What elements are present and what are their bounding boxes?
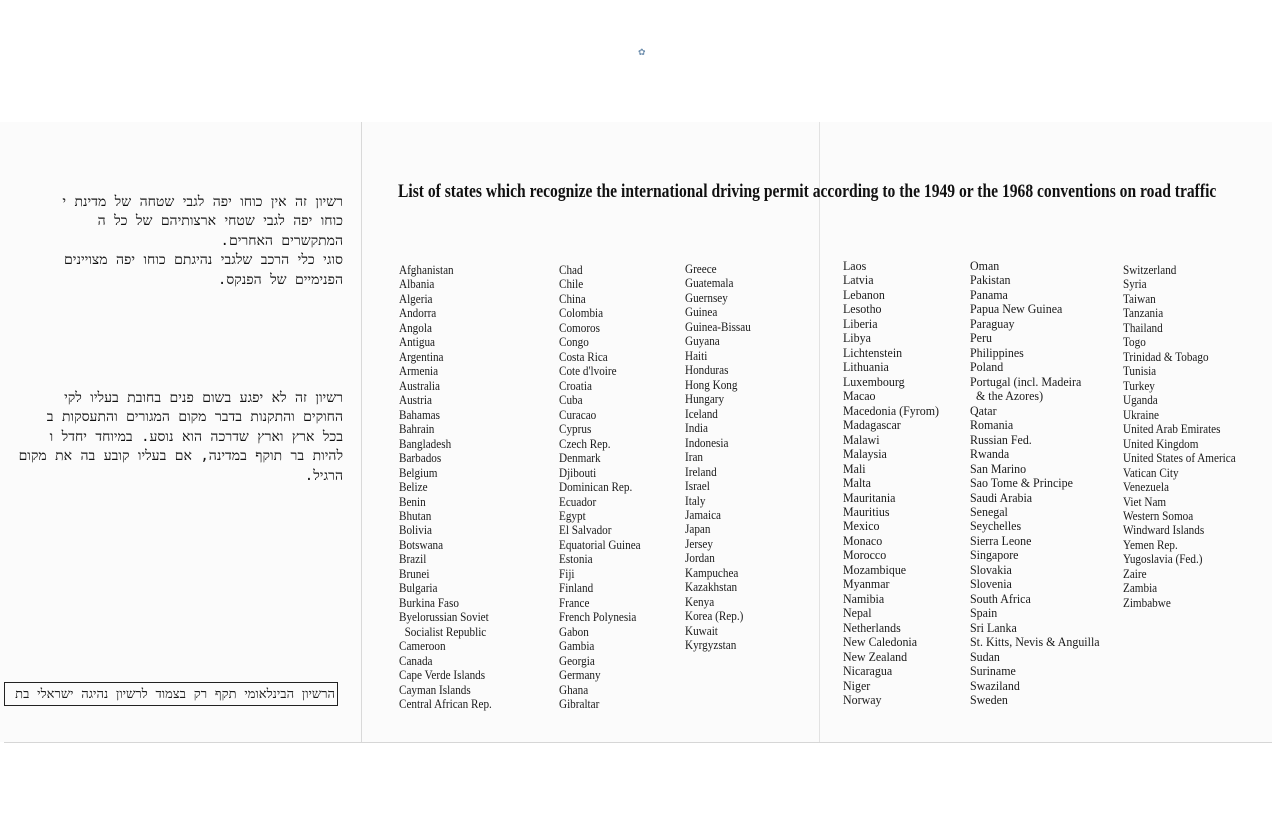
country-item: Equatorial Guinea bbox=[559, 536, 641, 552]
country-item: Saudi Arabia bbox=[970, 489, 1033, 505]
hebrew-line: רשיון זה לא יפגע בשום פנים בחובת בעליו לקי bbox=[64, 390, 343, 406]
country-item: Malawi bbox=[843, 431, 880, 447]
country-item: Taiwan bbox=[1123, 290, 1156, 306]
hebrew-line: המתקשרים האחרים. bbox=[220, 232, 343, 249]
hebrew-notice-box: הרשיון הבינלאומי תקף רק בצמוד לרשיון נהיגה ישראלי בת bbox=[4, 682, 338, 706]
country-item: Ukraine bbox=[1123, 406, 1160, 422]
country-item: United States of America bbox=[1123, 450, 1236, 466]
country-item: Liberia bbox=[843, 315, 878, 331]
hebrew-paragraph-obligations bbox=[0, 389, 343, 486]
country-item: Yemen Rep. bbox=[1123, 536, 1178, 552]
country-item: Panama bbox=[970, 286, 1008, 302]
country-item: Iran bbox=[685, 449, 704, 465]
country-item: Japan bbox=[685, 521, 711, 537]
country-item: Mozambique bbox=[843, 561, 907, 577]
scan-speck: ✿ bbox=[638, 47, 646, 57]
country-item: Slovenia bbox=[970, 576, 1012, 592]
country-item: Gibraltar bbox=[559, 696, 600, 712]
country-item: Ecuador bbox=[559, 493, 597, 509]
country-item: Zaire bbox=[1123, 565, 1147, 581]
country-column-4 bbox=[843, 259, 947, 708]
country-item: Syria bbox=[1123, 276, 1147, 292]
country-item: Swaziland bbox=[970, 677, 1020, 693]
hebrew-line: הפנימיים של הפנקס. bbox=[217, 271, 343, 288]
fold-line-right bbox=[819, 122, 820, 742]
country-item: Brazil bbox=[399, 551, 427, 567]
country-item: Mauritius bbox=[843, 503, 890, 519]
country-item: China bbox=[559, 290, 586, 306]
country-item: Windward Islands bbox=[1123, 522, 1205, 538]
country-item: Belize bbox=[399, 479, 428, 495]
country-item: Benin bbox=[399, 493, 426, 509]
country-item: Mauritania bbox=[843, 489, 896, 505]
country-item: El Salvador bbox=[559, 522, 612, 538]
country-item: Turkey bbox=[1123, 377, 1155, 393]
country-item: Zambia bbox=[1123, 580, 1158, 596]
country-item: Luxembourg bbox=[843, 373, 905, 389]
hebrew-line: רשיון זה אין כוחו יפה לגבי שטחה של מדינת י bbox=[62, 194, 343, 210]
country-item: Bahamas bbox=[399, 406, 440, 422]
country-item: Mexico bbox=[843, 518, 880, 534]
page-title: List of states which recognize the international driving permit according to the 1949 or the 1968 conventions on road traffic bbox=[398, 181, 1217, 202]
country-item: Latvia bbox=[843, 272, 874, 288]
country-item: Malta bbox=[843, 475, 871, 491]
country-item: Sri Lanka bbox=[970, 619, 1017, 635]
hebrew-line: להיות בר תוקף במדינה, אם בעליו קובע בה את מקום bbox=[18, 448, 343, 465]
country-item: Lebanon bbox=[843, 286, 885, 302]
country-item: Thailand bbox=[1123, 319, 1163, 335]
country-item: Poland bbox=[970, 359, 1004, 375]
country-item: Papua New Guinea bbox=[970, 301, 1063, 317]
country-item: Lichtenstein bbox=[843, 344, 903, 360]
country-item: Haiti bbox=[685, 347, 708, 363]
country-item: Greece bbox=[685, 261, 717, 276]
country-item: Morocco bbox=[843, 547, 887, 563]
country-item: Curacao bbox=[559, 406, 597, 422]
country-item: Kyrgyzstan bbox=[685, 637, 737, 653]
country-item: Antigua bbox=[399, 334, 436, 350]
country-item: Central African Rep. bbox=[399, 696, 492, 712]
country-column-3 bbox=[685, 262, 762, 653]
country-item: Chile bbox=[559, 276, 584, 292]
country-item: Madagascar bbox=[843, 417, 901, 433]
country-item: Sierra Leone bbox=[970, 532, 1032, 548]
country-item: New Zealand bbox=[843, 648, 908, 664]
country-item: United Arab Emirates bbox=[1123, 421, 1221, 437]
country-item: Byelorussian Soviet bbox=[399, 609, 489, 625]
country-item: Kuwait bbox=[685, 622, 718, 638]
country-item: Kazakhstan bbox=[685, 579, 738, 595]
country-item: Burkina Faso bbox=[399, 594, 459, 610]
country-item: Argentina bbox=[399, 348, 444, 364]
country-item: Paraguay bbox=[970, 315, 1015, 331]
country-item: Cote d'lvoire bbox=[559, 363, 617, 379]
country-item: Peru bbox=[970, 330, 992, 346]
country-item: Cameroon bbox=[399, 638, 446, 654]
hebrew-line: כוחו יפה לגבי שטחי ארצותיהם של כל ה bbox=[97, 213, 343, 230]
country-item: South Africa bbox=[970, 590, 1031, 606]
hebrew-line: סוגי כלי הרכב שלגבי נהיגתם כוחו יפה מצויינים bbox=[64, 252, 343, 269]
country-item: Lithuania bbox=[843, 359, 889, 375]
country-item: Congo bbox=[559, 334, 589, 350]
country-item: Cape Verde Islands bbox=[399, 667, 486, 683]
country-item: Bolivia bbox=[399, 522, 432, 538]
country-item: Laos bbox=[843, 258, 867, 273]
country-item: Comoros bbox=[559, 319, 600, 335]
country-item: Denmark bbox=[559, 450, 601, 466]
country-item: Romania bbox=[970, 417, 1014, 433]
country-item: Bulgaria bbox=[399, 580, 438, 596]
hebrew-paragraph-validity bbox=[0, 193, 343, 290]
country-item: Sao Tome & Principe bbox=[970, 475, 1073, 491]
country-item: Germany bbox=[559, 667, 601, 683]
country-item: Cyprus bbox=[559, 421, 592, 437]
country-item: Singapore bbox=[970, 547, 1019, 563]
country-item: Armenia bbox=[399, 363, 439, 379]
country-item: Botswana bbox=[399, 536, 444, 552]
country-item: Netherlands bbox=[843, 619, 901, 635]
country-item: Colombia bbox=[559, 305, 604, 321]
country-item: Gambia bbox=[559, 638, 595, 654]
country-item: Tunisia bbox=[1123, 363, 1157, 379]
country-item: Namibia bbox=[843, 590, 885, 606]
country-item: Senegal bbox=[970, 503, 1008, 519]
country-item: Honduras bbox=[685, 362, 729, 378]
hebrew-line: בכל ארץ וארץ שדרכה הוא נוסע. במיוחד יחדל ו bbox=[49, 428, 343, 445]
country-item: Finland bbox=[559, 580, 594, 596]
country-item: Malaysia bbox=[843, 446, 887, 462]
country-item: Israel bbox=[685, 478, 710, 494]
country-item: Macedonia (Fyrom) bbox=[843, 402, 939, 418]
country-item: St. Kitts, Nevis & Anguilla bbox=[970, 634, 1100, 650]
country-item: Fiji bbox=[559, 565, 575, 581]
country-item: Western Somoa bbox=[1123, 507, 1194, 523]
fold-line-left bbox=[361, 122, 362, 742]
country-item: Croatia bbox=[559, 377, 592, 393]
country-item: Lesotho bbox=[843, 301, 882, 317]
country-item: Russian Fed. bbox=[970, 431, 1032, 447]
country-item: Czech Rep. bbox=[559, 435, 611, 451]
country-item: Cayman Islands bbox=[399, 681, 471, 697]
country-item: Djibouti bbox=[559, 464, 597, 480]
country-item: Socialist Republic bbox=[399, 623, 487, 639]
country-item: Oman bbox=[970, 258, 1000, 273]
country-item: Uganda bbox=[1123, 392, 1158, 408]
country-item: Egypt bbox=[559, 507, 586, 523]
country-item: Qatar bbox=[970, 402, 997, 418]
country-item: Zimbabwe bbox=[1123, 594, 1171, 610]
country-item: New Caledonia bbox=[843, 634, 918, 650]
country-item: Ireland bbox=[685, 463, 717, 479]
country-item: United Kingdom bbox=[1123, 435, 1199, 451]
country-item: Libya bbox=[843, 330, 871, 346]
country-item: Yugoslavia (Fed.) bbox=[1123, 551, 1203, 567]
country-item: Vatican City bbox=[1123, 464, 1179, 480]
country-item: Korea (Rep.) bbox=[685, 608, 744, 624]
country-item: Guinea bbox=[685, 304, 718, 320]
country-item: San Marino bbox=[970, 460, 1027, 476]
sheet-bottom-edge bbox=[4, 742, 1272, 743]
hebrew-line: החוקים והתקנות בדבר מקום המגורים והתעסקות ב bbox=[46, 409, 343, 426]
country-item: Kenya bbox=[685, 593, 715, 609]
country-item: Venezuela bbox=[1123, 479, 1169, 495]
country-item: Cuba bbox=[559, 392, 583, 408]
country-item: Seychelles bbox=[970, 518, 1022, 534]
country-item: Tanzania bbox=[1123, 305, 1164, 321]
country-item: Iceland bbox=[685, 405, 718, 421]
country-item: Barbados bbox=[399, 450, 442, 466]
country-item: Monaco bbox=[843, 532, 883, 548]
country-item: Norway bbox=[843, 692, 882, 708]
country-column-1 bbox=[399, 263, 507, 712]
country-item: Sweden bbox=[970, 692, 1008, 708]
country-item: Niger bbox=[843, 677, 871, 693]
country-item: Viet Nam bbox=[1123, 493, 1167, 509]
country-item: Portugal (incl. Madeira bbox=[970, 373, 1082, 389]
country-item: Bangladesh bbox=[399, 435, 452, 451]
country-item: Andorra bbox=[399, 305, 437, 321]
country-item: Jersey bbox=[685, 535, 713, 551]
country-item: French Polynesia bbox=[559, 609, 637, 625]
hebrew-line: הרגיל. bbox=[304, 467, 343, 484]
country-item: Hungary bbox=[685, 391, 725, 407]
country-item: Guernsey bbox=[685, 289, 728, 305]
country-item: Georgia bbox=[559, 652, 595, 668]
country-item: Suriname bbox=[970, 663, 1016, 679]
country-item: Mali bbox=[843, 460, 866, 476]
country-item: Pakistan bbox=[970, 272, 1011, 288]
country-item: Nepal bbox=[843, 605, 872, 621]
country-item: Belgium bbox=[399, 464, 438, 480]
country-item: India bbox=[685, 420, 708, 436]
country-item: France bbox=[559, 594, 590, 610]
country-item: Gabon bbox=[559, 623, 589, 639]
country-item: Jamaica bbox=[685, 506, 722, 522]
country-column-5 bbox=[970, 259, 1111, 708]
country-item: Costa Rica bbox=[559, 348, 608, 364]
country-item: Bhutan bbox=[399, 507, 432, 523]
country-item: Austria bbox=[399, 392, 432, 408]
country-item: Guinea-Bissau bbox=[685, 318, 751, 334]
country-item: Chad bbox=[559, 262, 583, 277]
country-item: Philippines bbox=[970, 344, 1024, 360]
country-item: Jordan bbox=[685, 550, 715, 566]
country-item: Spain bbox=[970, 605, 998, 621]
country-item: Algeria bbox=[399, 290, 433, 306]
country-item: Angola bbox=[399, 319, 432, 335]
country-item: Estonia bbox=[559, 551, 593, 567]
country-item: Guatemala bbox=[685, 275, 734, 291]
country-item: Myanmar bbox=[843, 576, 890, 592]
country-item: Sudan bbox=[970, 648, 1000, 664]
country-item: Togo bbox=[1123, 334, 1146, 350]
country-item: Indonesia bbox=[685, 434, 729, 450]
country-item: Guyana bbox=[685, 333, 720, 349]
country-item: Slovakia bbox=[970, 561, 1012, 577]
country-item: Ghana bbox=[559, 681, 589, 697]
country-item: & the Azores) bbox=[970, 388, 1044, 404]
country-item: Kampuchea bbox=[685, 564, 739, 580]
country-item: Afghanistan bbox=[399, 262, 454, 277]
country-item: Bahrain bbox=[399, 421, 435, 437]
country-item: Brunei bbox=[399, 565, 430, 581]
country-item: Trinidad & Tobago bbox=[1123, 348, 1209, 364]
country-item: Nicaragua bbox=[843, 663, 893, 679]
country-column-6 bbox=[1123, 263, 1254, 610]
country-item: Switzerland bbox=[1123, 262, 1177, 277]
country-item: Australia bbox=[399, 377, 440, 393]
country-item: Canada bbox=[399, 652, 433, 668]
country-item: Italy bbox=[685, 492, 706, 508]
country-item: Macao bbox=[843, 388, 876, 404]
country-item: Hong Kong bbox=[685, 376, 738, 392]
country-item: Albania bbox=[399, 276, 435, 292]
country-column-2 bbox=[559, 263, 654, 712]
country-item: Rwanda bbox=[970, 446, 1010, 462]
country-item: Dominican Rep. bbox=[559, 479, 633, 495]
